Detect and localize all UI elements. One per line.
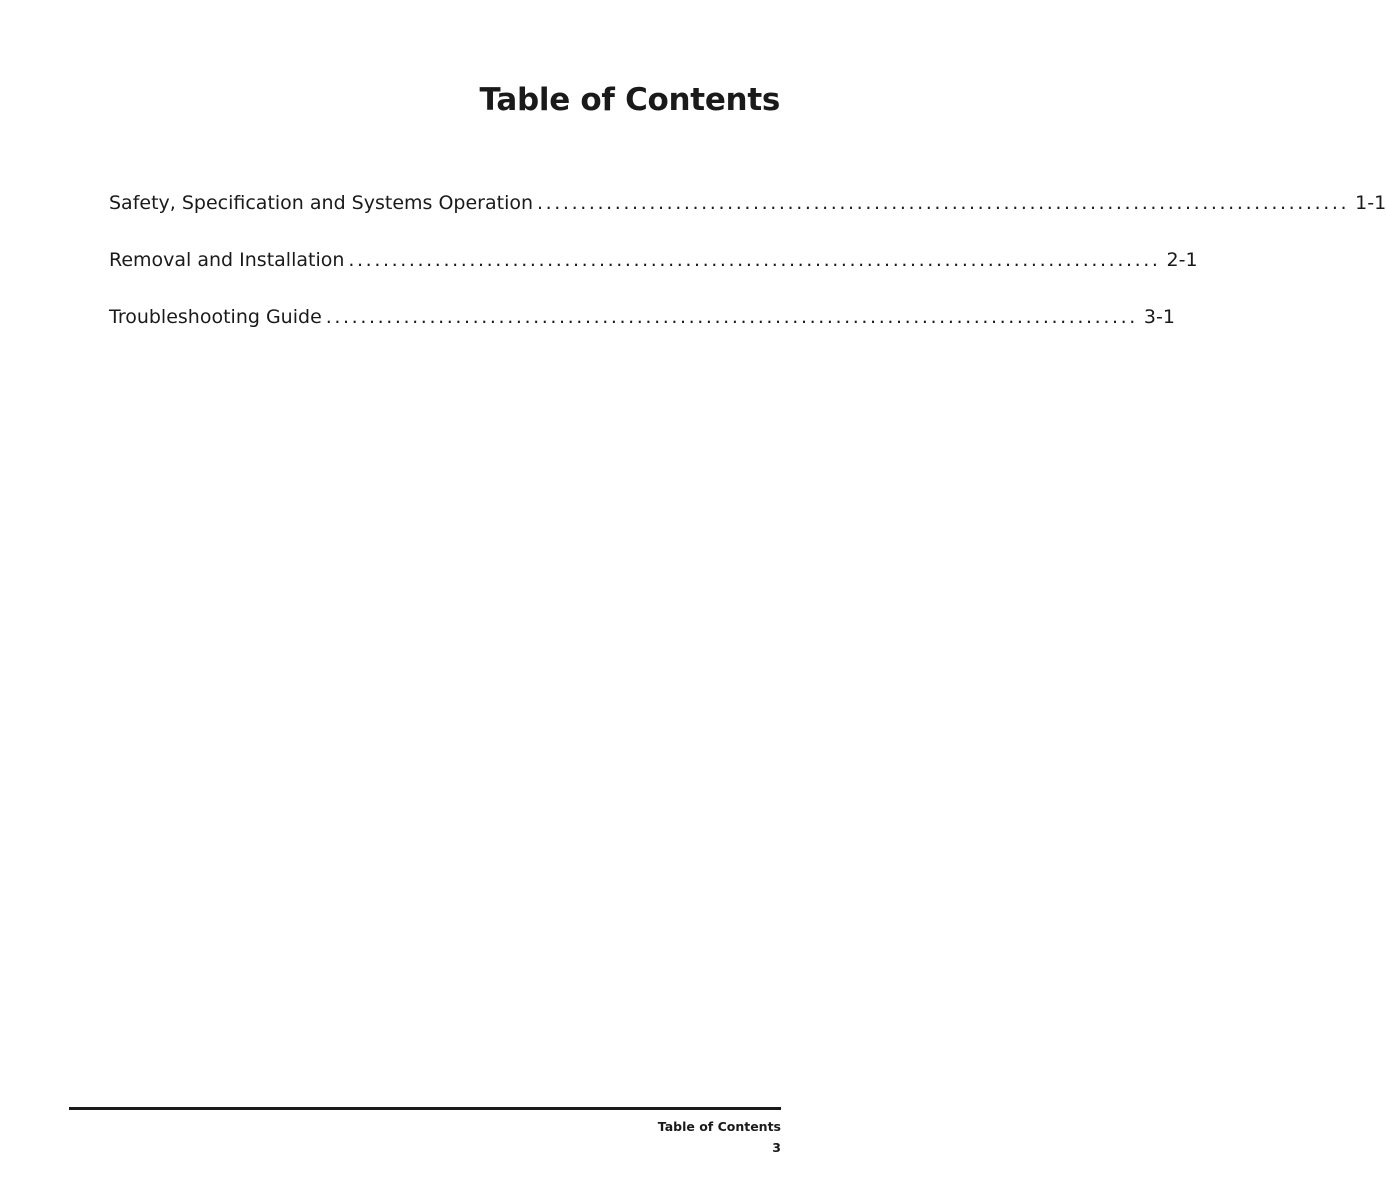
toc-entry-page: 1-1 <box>1355 192 1386 214</box>
footer-section-title: Table of Contents <box>657 1119 781 1134</box>
footer-divider <box>69 1107 781 1110</box>
toc-entry-safety[interactable] <box>109 192 1386 249</box>
dot-leader: .............................................................................................. <box>348 249 1161 271</box>
table-of-contents <box>109 192 1386 363</box>
toc-entry-page: 2-1 <box>1166 249 1198 271</box>
toc-entry-label: Safety, Specification and Systems Operation <box>109 192 534 214</box>
dot-leader: .............................................................................................. <box>537 192 1350 214</box>
toc-entry-removal[interactable] <box>109 249 1198 306</box>
toc-entry-troubleshooting[interactable] <box>109 306 1175 363</box>
footer-page-number: 3 <box>772 1140 781 1155</box>
toc-entry-page: 3-1 <box>1143 306 1175 328</box>
toc-entry-label: Removal and Installation <box>109 249 345 271</box>
toc-entry-label: Troubleshooting Guide <box>109 306 322 328</box>
dot-leader: .............................................................................................. <box>325 306 1138 328</box>
page-title: Table of Contents <box>479 82 780 118</box>
